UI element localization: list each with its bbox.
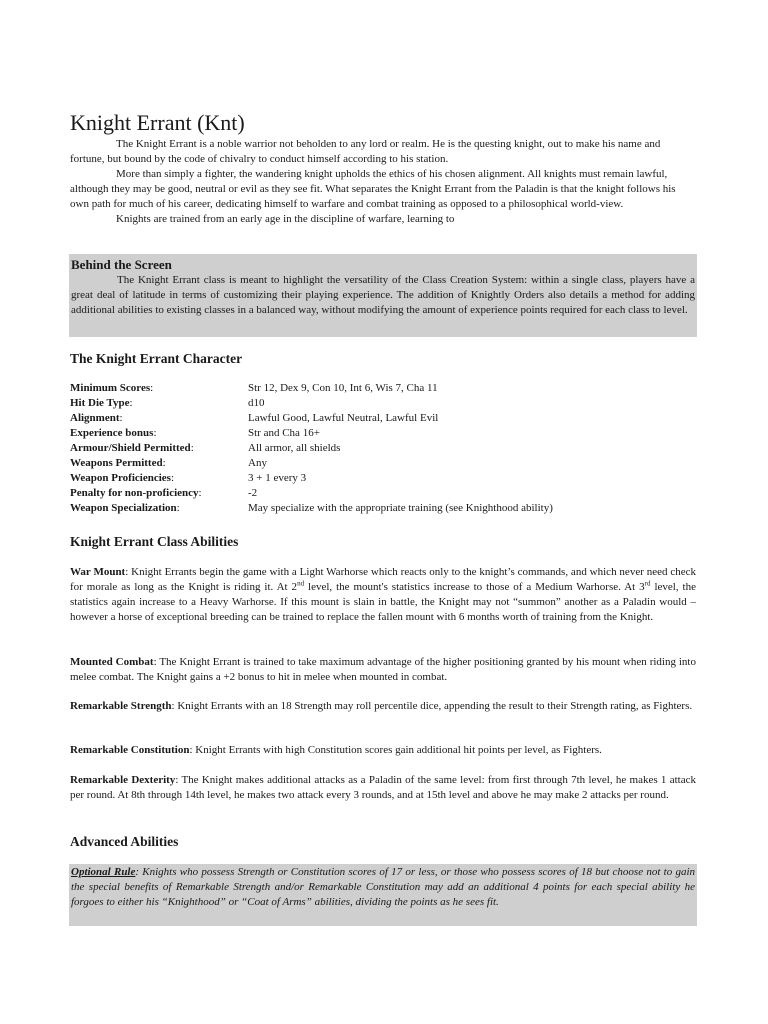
stat-label: Weapon Proficiencies — [70, 472, 171, 484]
page-title: Knight Errant (Knt) — [70, 110, 245, 135]
optional-rule-text: : Knights who possess Strength or Constitution scores of 17 or less, or those who possess scores of 18 but choose not to gain the special benefits of Remarkable Strength and/or Remarkable Constitution may add an additional 4 points for each special ability he forgoes to either his “Knighthood” or “Coat of Arms” abilities, dividing the points as he sees fit. — [71, 866, 695, 908]
ability-text: : The Knight makes additional attacks as a Paladin of the same level: from first through 7th level, he makes 1 attack per round. At 8th through 14th level, he makes two attack every 3 rounds, and at 15th level and above he may make 2 attacks per round. — [70, 774, 696, 801]
behind-the-screen-box — [69, 254, 697, 337]
intro-paragraph-3: Knights are trained from an early age in the discipline of warfare, learning to — [116, 213, 455, 225]
ability-label: War Mount — [70, 566, 126, 578]
stat-value: Any — [248, 457, 267, 469]
ordinal-suffix: rd — [644, 579, 651, 588]
intro-paragraph-1: The Knight Errant is a noble warrior not beholden to any lord or realm. He is the questing knight, out to make his name and fortune, but bound by the code of chivalry to conduct himself according to his station. — [70, 138, 661, 165]
ability-label: Remarkable Constitution — [70, 744, 190, 756]
stat-row: Weapons Permitted: Any — [70, 457, 267, 469]
remarkable-dexterity-paragraph — [70, 773, 696, 803]
mounted-combat-paragraph — [70, 655, 696, 685]
ordinal-suffix: nd — [297, 579, 305, 588]
stat-value: All armor, all shields — [248, 442, 341, 454]
ability-text: : Knight Errants with an 18 Strength may roll percentile dice, appending the result to their Strength rating, as Fighters. — [171, 700, 693, 712]
optional-rule-label: Optional Rule — [71, 866, 136, 878]
remarkable-constitution-paragraph — [70, 743, 696, 758]
character-heading: The Knight Errant Character — [70, 351, 243, 366]
stat-value: -2 — [248, 487, 258, 499]
ability-text: : Knight Errants with high Constitution scores gain additional hit points per level, as Fighters. — [189, 744, 602, 756]
stat-value: 3 + 1 every 3 — [248, 472, 307, 484]
stat-value: May specialize with the appropriate training (see Knighthood ability) — [248, 502, 553, 514]
stat-row: Weapon Proficiencies: 3 + 1 every 3 — [70, 472, 307, 484]
stat-label: Weapon Specialization — [70, 502, 177, 514]
stat-row: Hit Die Type: d10 — [70, 397, 265, 409]
stat-label: Experience bonus — [70, 427, 154, 439]
stat-label: Penalty for non-proficiency — [70, 487, 199, 499]
stat-label: Hit Die Type — [70, 397, 130, 409]
stat-label: Minimum Scores — [70, 382, 151, 394]
ability-text: level, the mount's statistics increase to those of a Medium Warhorse. At 3 — [304, 581, 645, 593]
stat-value: Str and Cha 16+ — [248, 427, 320, 439]
stat-label: Weapons Permitted — [70, 457, 163, 469]
stat-row: Minimum Scores: Str 12, Dex 9, Con 10, Int 6, Wis 7, Cha 11 — [70, 382, 438, 394]
class-abilities-heading: Knight Errant Class Abilities — [70, 534, 239, 549]
war-mount-paragraph — [70, 565, 696, 625]
stat-value: Lawful Good, Lawful Neutral, Lawful Evil — [248, 412, 439, 424]
sidebar-text: The Knight Errant class is meant to highlight the versatility of the Class Creation System: within a single class, players have a great deal of latitude in terms of customizing their playing experience. The addition of Knightly Orders also details a method for adding additional abilities to existing classes in a balanced way, without modifying the amount of experience points required for each class to level. — [71, 274, 695, 316]
stat-label: Alignment — [70, 412, 120, 424]
sidebar-heading: Behind the Screen — [71, 257, 172, 272]
stat-row: Penalty for non-proficiency: -2 — [70, 487, 258, 499]
intro-paragraph-2: More than simply a fighter, the wandering knight upholds the ethics of his chosen alignment. All knights must remain lawful, although they may be good, neutral or evil as they see fit. What separates the Knight Errant from the Paladin is that the knight follows his own path for much of his career, dedicating himself to warfare and combat training as opposed to a philosophical world-view. — [70, 168, 676, 210]
advanced-abilities-heading: Advanced Abilities — [70, 834, 179, 849]
ability-label: Remarkable Strength — [70, 700, 172, 712]
stat-row: Alignment: Lawful Good, Lawful Neutral, Lawful Evil — [70, 412, 439, 424]
ability-label: Mounted Combat — [70, 656, 154, 668]
ability-text: : The Knight Errant is trained to take maximum advantage of the higher positioning granted by his mount when riding into melee combat. The Knight gains a +2 bonus to hit in melee when mounted in combat. — [70, 656, 696, 683]
intro-section — [70, 137, 696, 227]
remarkable-strength-paragraph — [70, 699, 696, 714]
stat-row: Armour/Shield Permitted: All armor, all shields — [70, 442, 341, 454]
stat-row: Experience bonus: Str and Cha 16+ — [70, 427, 320, 439]
stat-value: d10 — [248, 397, 265, 409]
ability-label: Remarkable Dexterity — [70, 774, 176, 786]
stat-label: Armour/Shield Permitted — [70, 442, 191, 454]
ability-text: : Knight Errants begin the game with a Light Warhorse which reacts only to the knight’s commands, and which never need check for morale as long as the Knight is riding it. At 2 — [70, 566, 697, 593]
ability-text: level, the statistics again increase to a Heavy Warhorse. If this mount is slain in battle, the Knight may not “summon” another as a Paladin would – however a horse of exceptional breeding can be trained to replace the fallen mount with 6 months worth of training from the Knight. — [70, 581, 696, 623]
optional-rule-box — [69, 864, 697, 926]
stats-table — [70, 381, 553, 516]
stat-row: Weapon Specialization: May specialize with the appropriate training (see Knighthood ability) — [70, 502, 553, 514]
stat-value: Str 12, Dex 9, Con 10, Int 6, Wis 7, Cha 11 — [248, 382, 438, 394]
